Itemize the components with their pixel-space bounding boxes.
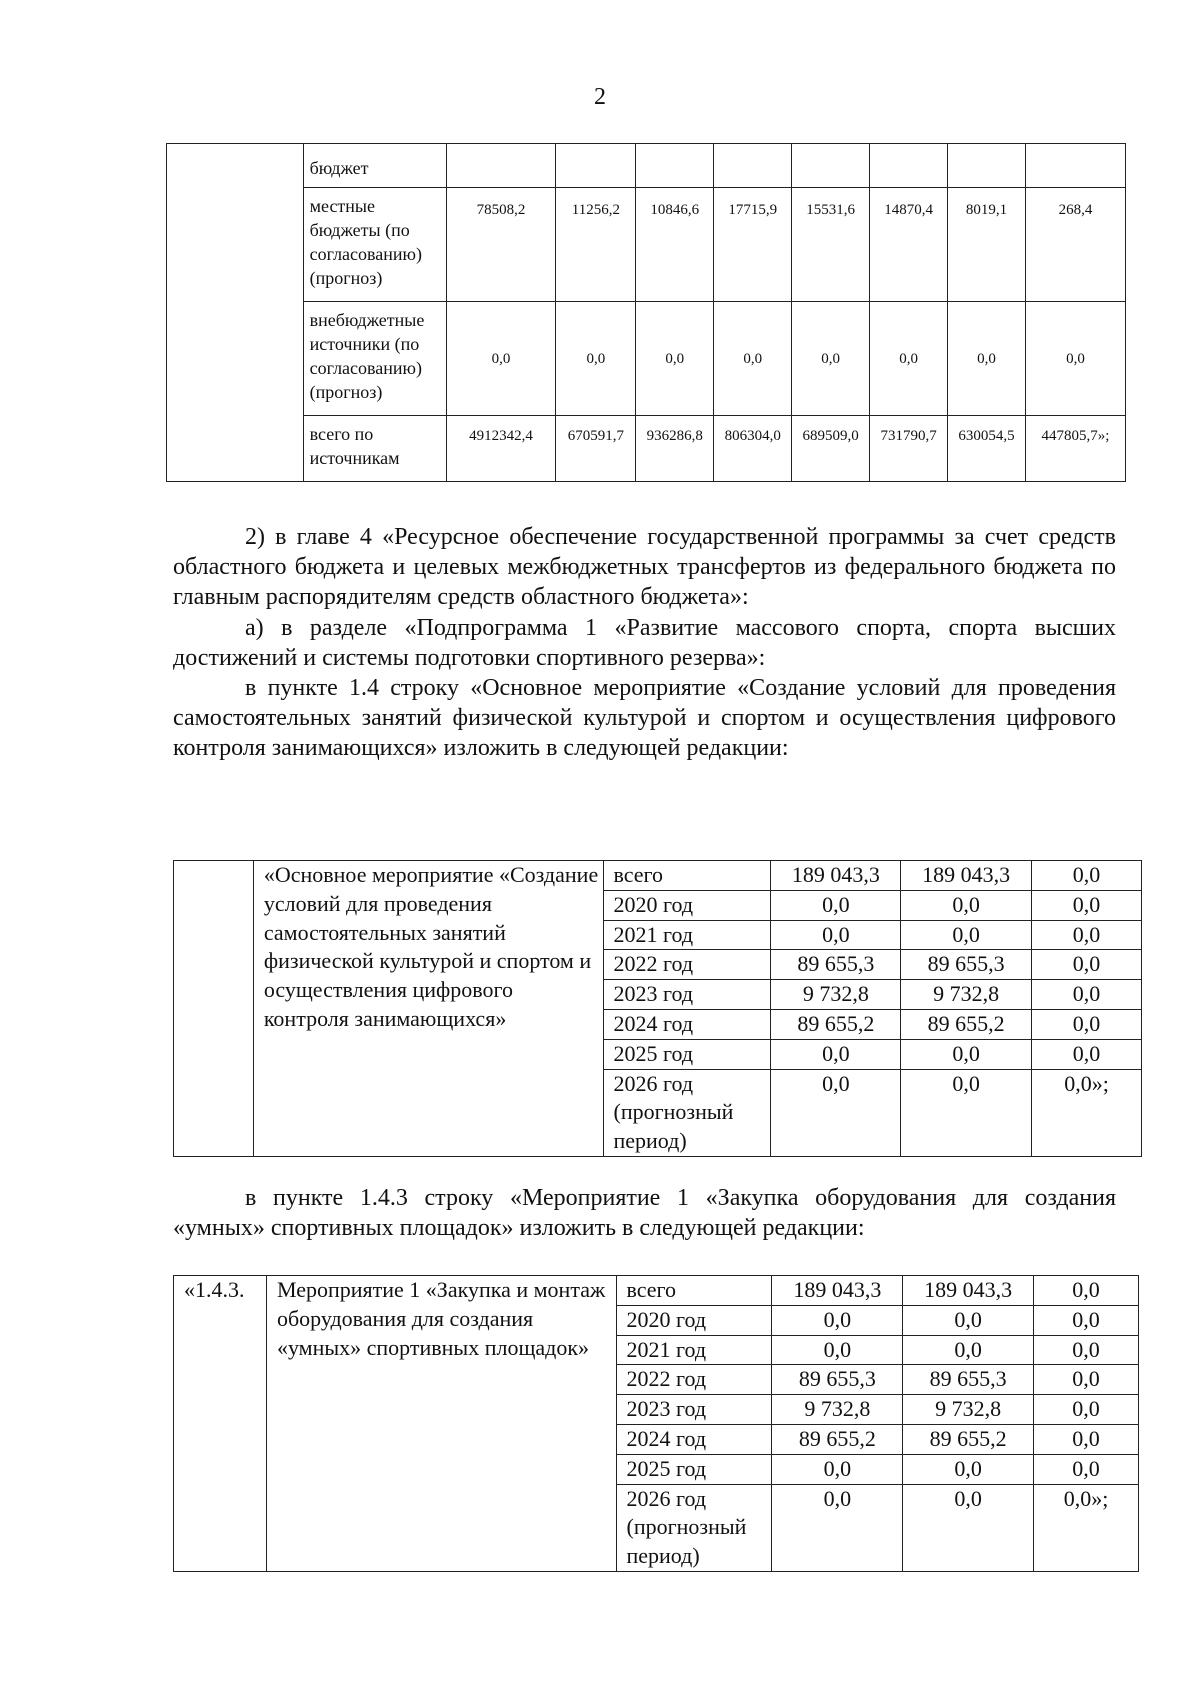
value-cell <box>870 144 948 188</box>
period-cell: всего <box>603 861 771 891</box>
value-cell: 8019,1 <box>948 188 1026 302</box>
value-cell: 0,0 <box>772 1484 903 1571</box>
value-cell: 806304,0 <box>714 416 792 482</box>
value-cell: 89 655,2 <box>772 1424 903 1454</box>
paragraph: 2) в главе 4 «Ресурсное обеспечение государственной программы за счет средств областного бюджета и целевых межбюджетных трансфертов из федерального бюджета по главным распорядителям средств областного бюджета»: <box>173 524 1116 611</box>
value-cell <box>1026 144 1126 188</box>
value-cell: 0,0 <box>1034 1424 1139 1454</box>
period-cell: 2025 год <box>603 1039 771 1069</box>
value-cell: 0,0 <box>772 1335 903 1365</box>
value-cell: 189 043,3 <box>772 1276 903 1306</box>
value-cell: 0,0 <box>1034 1335 1139 1365</box>
event-title: Мероприятие 1 «Закупка и монтаж оборудования для создания «умных» спортивных площадок» <box>266 1276 616 1572</box>
value-cell: 189 043,3 <box>771 861 901 891</box>
table-row <box>174 861 1142 891</box>
value-cell: 0,0 <box>1026 302 1126 416</box>
row-label: бюджет <box>303 144 446 188</box>
value-cell: 9 732,8 <box>903 1395 1034 1425</box>
value-cell: 0,0 <box>792 302 870 416</box>
value-cell: 0,0 <box>772 1454 903 1484</box>
value-cell: 0,0 <box>1032 1009 1142 1039</box>
value-cell: 78508,2 <box>446 188 556 302</box>
value-cell: 0,0 <box>1034 1276 1139 1306</box>
value-cell: 0,0 <box>1032 861 1142 891</box>
value-cell: 0,0 <box>870 302 948 416</box>
value-cell: 0,0 <box>771 1039 901 1069</box>
value-cell: 189 043,3 <box>901 861 1032 891</box>
value-cell: 0,0 <box>948 302 1026 416</box>
period-cell: 2026 год (прогнозный период) <box>603 1069 771 1156</box>
value-cell <box>556 144 636 188</box>
value-cell: 0,0 <box>636 302 714 416</box>
period-cell: 2022 год <box>603 950 771 980</box>
value-cell: 0,0 <box>772 1305 903 1335</box>
value-cell: 9 732,8 <box>901 980 1032 1010</box>
paragraph: а) в разделе «Подпрограмма 1 «Развитие массового спорта, спорта высших достижений и системы подготовки спортивного резерва»: <box>173 614 1116 671</box>
value-cell: 0,0 <box>903 1335 1034 1365</box>
period-cell: 2022 год <box>616 1365 772 1395</box>
value-cell: 9 732,8 <box>772 1395 903 1425</box>
row-label: внебюджетные источники (по согласованию) (прогноз) <box>303 302 446 416</box>
period-cell: 2023 год <box>616 1395 772 1425</box>
period-cell: 2020 год <box>616 1305 772 1335</box>
value-cell: 0,0 <box>771 1069 901 1156</box>
period-cell: 2026 год (прогнозный период) <box>616 1484 772 1571</box>
value-cell: 0,0 <box>1032 980 1142 1010</box>
value-cell: 11256,2 <box>556 188 636 302</box>
amendment-text-2 <box>173 1183 1116 1243</box>
event-1-table <box>173 1275 1139 1572</box>
value-cell: 17715,9 <box>714 188 792 302</box>
value-cell: 0,0 <box>771 920 901 950</box>
value-cell: 670591,7 <box>556 416 636 482</box>
budget-row <box>167 144 1126 188</box>
value-cell: 0,0 <box>903 1454 1034 1484</box>
value-cell: 89 655,3 <box>771 950 901 980</box>
paragraph: в пункте 1.4.3 строку «Мероприятие 1 «Закупка оборудования для создания «умных» спортивных площадок» изложить в следующей редакции: <box>173 1185 1116 1242</box>
value-cell: 0,0 <box>903 1484 1034 1571</box>
value-cell <box>446 144 556 188</box>
page-number: 2 <box>594 84 606 110</box>
period-cell: 2021 год <box>616 1335 772 1365</box>
value-cell: 0,0 <box>1034 1454 1139 1484</box>
value-cell: 268,4 <box>1026 188 1126 302</box>
value-cell: 15531,6 <box>792 188 870 302</box>
budget-sources-table <box>166 143 1126 482</box>
value-cell: 0,0 <box>1032 890 1142 920</box>
value-cell: 0,0 <box>771 890 901 920</box>
value-cell: 89 655,3 <box>901 950 1032 980</box>
period-cell: 2023 год <box>603 980 771 1010</box>
value-cell: 0,0 <box>901 1039 1032 1069</box>
value-cell: 0,0 <box>901 920 1032 950</box>
value-cell <box>792 144 870 188</box>
period-cell: 2025 год <box>616 1454 772 1484</box>
value-cell: 0,0 <box>1034 1365 1139 1395</box>
total-row <box>167 416 1126 482</box>
value-cell: 0,0 <box>901 890 1032 920</box>
value-cell <box>636 144 714 188</box>
main-event-table <box>173 860 1142 1157</box>
value-cell: 689509,0 <box>792 416 870 482</box>
value-cell: 0,0 <box>446 302 556 416</box>
value-cell: 0,0 <box>1034 1305 1139 1335</box>
value-cell: 0,0 <box>901 1069 1032 1156</box>
period-cell: 2024 год <box>603 1009 771 1039</box>
value-cell: 630054,5 <box>948 416 1026 482</box>
value-cell: 731790,7 <box>870 416 948 482</box>
period-cell: 2024 год <box>616 1424 772 1454</box>
table-row <box>174 1276 1139 1306</box>
row-label: всего по источникам <box>303 416 446 482</box>
value-cell: 0,0 <box>1032 1039 1142 1069</box>
value-cell: 0,0 <box>556 302 636 416</box>
value-cell: 89 655,3 <box>903 1365 1034 1395</box>
value-cell <box>714 144 792 188</box>
value-cell: 89 655,3 <box>772 1365 903 1395</box>
period-cell: 2021 год <box>603 920 771 950</box>
value-cell: 14870,4 <box>870 188 948 302</box>
value-cell: 0,0 <box>1032 950 1142 980</box>
value-cell: 89 655,2 <box>771 1009 901 1039</box>
value-cell: 4912342,4 <box>446 416 556 482</box>
value-cell: 0,0 <box>1034 1395 1139 1425</box>
value-cell: 0,0 <box>1032 920 1142 950</box>
amendment-text <box>173 522 1116 764</box>
value-cell: 189 043,3 <box>903 1276 1034 1306</box>
row-label: местные бюджеты (по согласованию) (прогноз) <box>303 188 446 302</box>
value-cell: 10846,6 <box>636 188 714 302</box>
value-cell: 0,0»; <box>1032 1069 1142 1156</box>
local-budgets-row <box>167 188 1126 302</box>
period-cell: всего <box>616 1276 772 1306</box>
extrabudgetary-row <box>167 302 1126 416</box>
number-cell <box>174 861 254 1157</box>
paragraph: в пункте 1.4 строку «Основное мероприятие «Создание условий для проведения самостоятельных занятий физической культурой и спортом и осуществления цифрового контроля занимающихся» изложить в следующей редакции: <box>173 675 1116 762</box>
value-cell: 936286,8 <box>636 416 714 482</box>
value-cell: 0,0 <box>714 302 792 416</box>
value-cell: 447805,7»; <box>1026 416 1126 482</box>
value-cell: 9 732,8 <box>771 980 901 1010</box>
blank-cell <box>167 144 304 482</box>
event-title: «Основное мероприятие «Создание условий для проведения самостоятельных занятий физической культурой и спортом и осуществления цифрового контроля занимающихся» <box>253 861 603 1157</box>
value-cell: 89 655,2 <box>903 1424 1034 1454</box>
period-cell: 2020 год <box>603 890 771 920</box>
number-cell: «1.4.3. <box>174 1276 267 1572</box>
value-cell <box>948 144 1026 188</box>
value-cell: 0,0 <box>903 1305 1034 1335</box>
value-cell: 89 655,2 <box>901 1009 1032 1039</box>
value-cell: 0,0»; <box>1034 1484 1139 1571</box>
